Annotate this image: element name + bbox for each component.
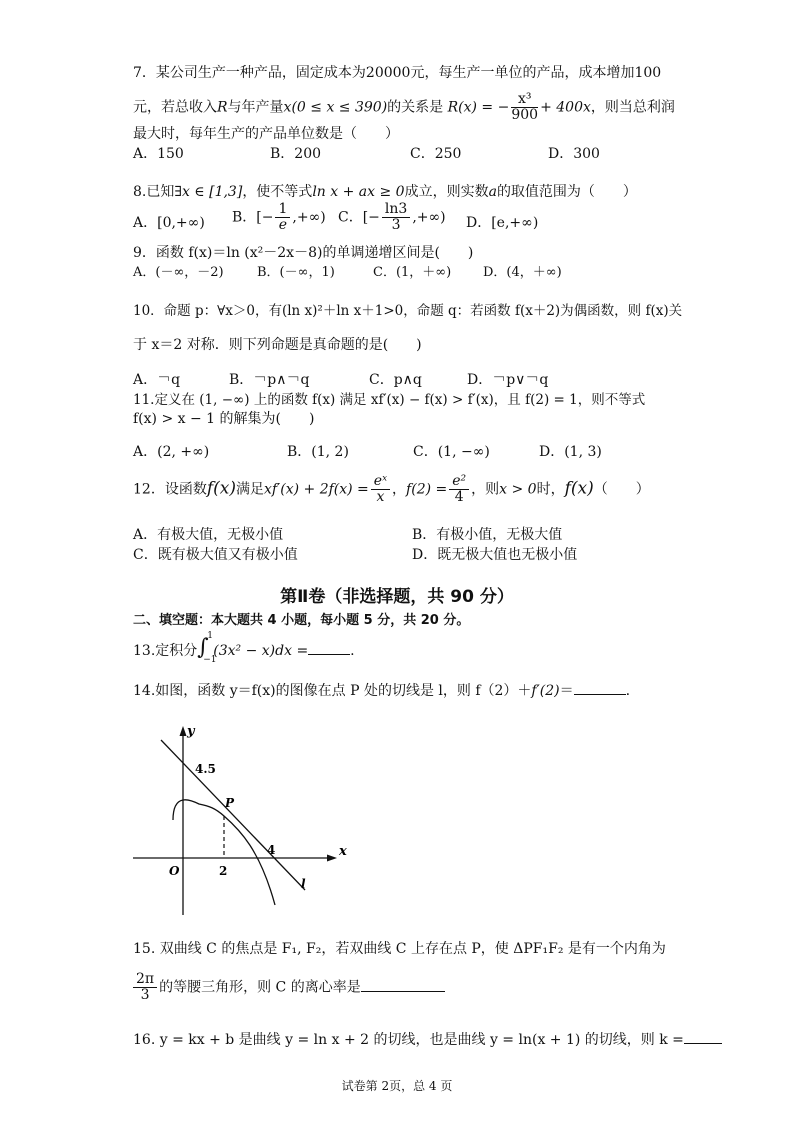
q7-option-a: A．150 [133,146,184,162]
q9-option-a: A．(－∞，－2) [133,265,224,280]
x-axis-arrow-icon [327,855,337,862]
q9-option-d: D．(4，＋∞) [483,265,562,280]
q9-stem: 9．函数 f(x)＝ln (x²－2x－8)的单调递增区间是( ) [133,245,474,261]
y-axis-label: y [187,724,195,739]
line-l-label: l [301,877,306,891]
q15-line1: 15. 双曲线 C 的焦点是 F₁, F₂，若双曲线 C 上存在点 P，使 ΔPF₁F₂ 是有一个内角为 [133,941,666,957]
q12-stem: 12．设函数f(x)满足xf′(x) + 2f(x) = $\frac{\text{eˣ}}{x}$ ，f(2) = $\frac{\text{e²}}{4}$ ，则x > 0时，f(x)（ ） [133,473,650,505]
q9-option-b: B．(－∞，1) [257,265,335,280]
q8-stem: 8.已知∃x ∈ [1,3]，使不等式ln x + ax ≥ 0成立，则实数a的取值范围为（ ） [133,184,637,200]
q16-answer-blank[interactable] [684,1043,722,1044]
point-p-label: P [225,796,235,810]
q7-line2: 元，若总收入R与年产量x(0 ≤ x ≤ 390)的关系是 R(x) = − $\frac{\text{x³}}{900}$ + 400x，则当总利润 [133,91,675,123]
q12-option-c: C．既有极大值又有极小值 [133,547,298,563]
q8-option-d: D．[e,+∞) [466,215,539,231]
q13-answer-blank[interactable] [308,654,350,655]
q11-option-d: D．(1, 3) [539,444,602,460]
origin-label: O [169,864,180,878]
integral-sign: ∫ 1 −1 [197,631,217,665]
q12-option-d: D．既无极大值也无极小值 [412,547,578,563]
q7-option-d: D．300 [548,146,600,162]
q11-option-b: B．(1, 2) [287,444,349,460]
q10-line2: 于 x＝2 对称．则下列命题是真命题的是( ) [133,337,422,353]
fill-in-part-label: 二、填空题：本大题共 4 小题，每小题 5 分，共 20 分。 [133,613,470,628]
q15-answer-blank[interactable] [361,991,445,992]
q11-option-c: C．(1, −∞) [413,444,490,460]
q11-line2: f(x) > x − 1 的解集为( ) [133,411,315,427]
section-title: 第Ⅱ卷（非选择题，共 90 分） [280,587,514,607]
page-footer: 试卷第 2页，总 4 页 [341,1079,453,1093]
y-tick-4-5: 4.5 [195,762,216,776]
q11-option-a: A．(2, +∞) [133,444,210,460]
q8-option-c: C．[− $\frac{\ln 3}{3}$ ,+∞) [338,201,446,233]
q7-line3: 最大时，每年生产的产品单位数是（ ） [133,126,399,142]
q12-option-a: A．有极大值，无极小值 [133,527,284,543]
q10-option-c: C．p∧q [369,372,422,388]
q13-stem: 13.定积分 ∫ 1 −1 (3x² − x)dx = . [133,631,355,665]
q7-fraction: $\frac{\text{x³}}{900}$ [511,91,539,123]
x-tick-2: 2 [219,864,228,878]
q11-line1: 11.定义在 (1, −∞) 上的函数 f(x) 满足 xf′(x) − f(x) > f′(x)，且 f(2) = 1，则不等式 [133,392,646,408]
q8-option-a: A．[0,+∞) [133,215,205,231]
q7-option-b: B．200 [270,146,322,162]
q7-option-c: C．250 [410,146,462,162]
x-axis-label: x [339,844,347,859]
q10-option-a: A．￢q [133,372,181,388]
x-tick-4: 4 [267,843,276,857]
function-graph [125,720,365,920]
q9-option-c: C．(1，＋∞) [373,265,452,280]
y-axis-arrow-icon [180,726,187,736]
q10-option-b: B．￢p∧￢q [229,372,310,388]
q8-option-b: B．[− $\frac{1}{e}$ ,+∞) [232,201,326,233]
q10-option-d: D．￢p∨￢q [467,372,549,388]
q14-answer-blank[interactable] [574,694,626,695]
q7-line1: 7．某公司生产一种产品，固定成本为20000元，每生产一单位的产品，成本增加100 [133,65,662,81]
q15-line2: $\frac{2\pi}{3}$ 的等腰三角形，则 C 的离心率是 [133,972,445,1003]
q10-line1: 10．命题 p：∀x＞0，有(ln x)²＋ln x＋1>0，命题 q：若函数 f(x＋2)为偶函数，则 f(x)关 [133,303,683,319]
q14-stem: 14.如图，函数 y＝f(x)的图像在点 P 处的切线是 l，则 f（2）＋f′(2)＝ . [133,683,631,699]
q16-stem: 16. y = kx + b 是曲线 y = ln x + 2 的切线，也是曲线 y = ln(x + 1) 的切线，则 k = [133,1029,722,1049]
q12-option-b: B．有极小值，无极大值 [412,527,563,543]
